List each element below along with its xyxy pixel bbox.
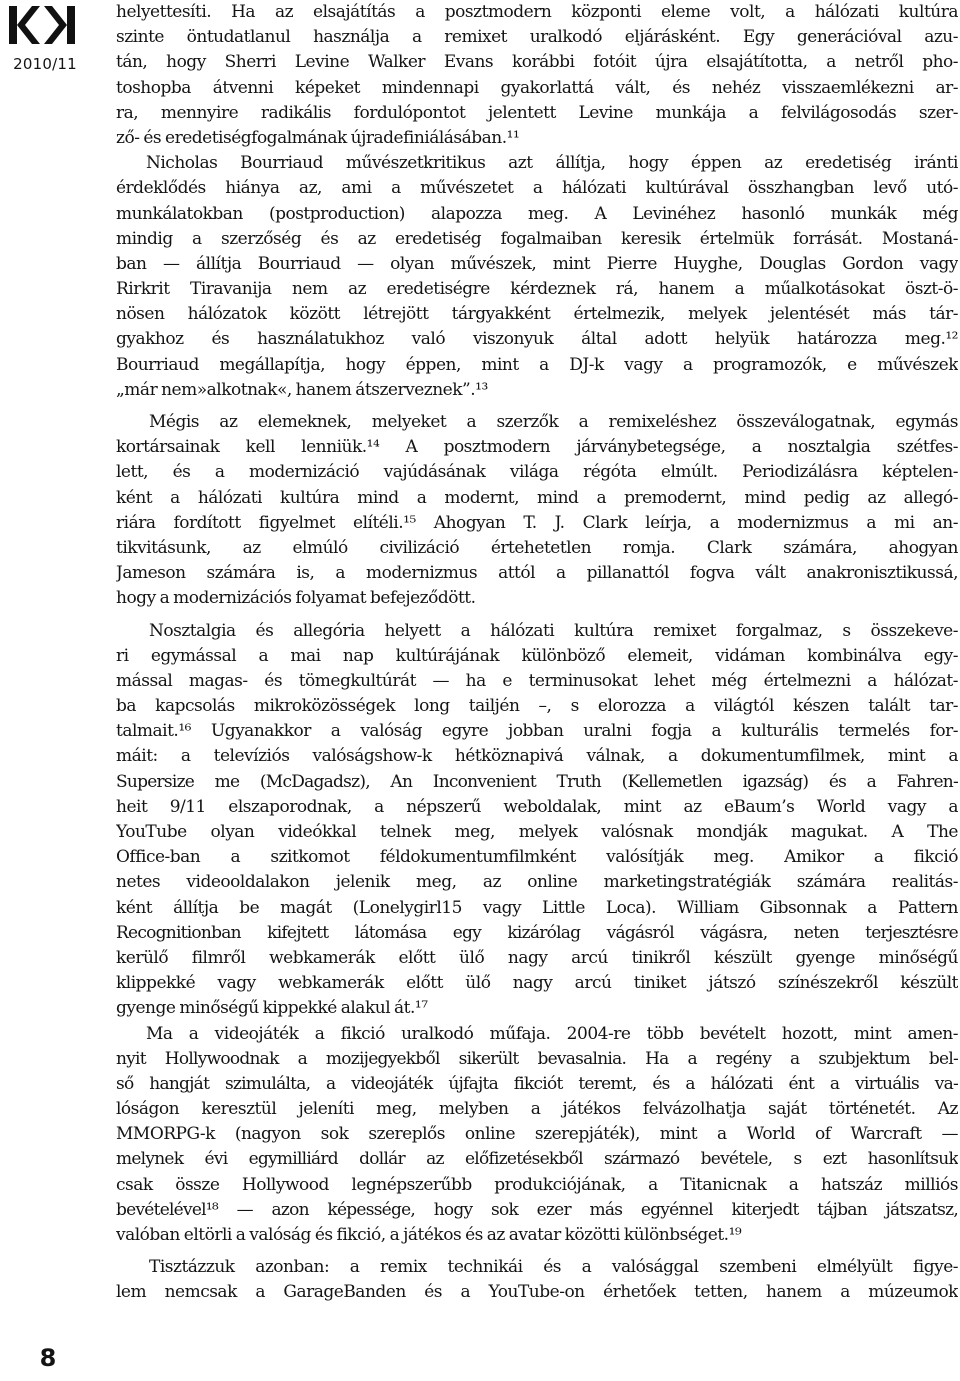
text-line: klippekké vagy webkamerák előtt ülő nagy arcú tiniket játszó színészekről készült <box>116 973 958 994</box>
text-line: Nicholas Bourriaud művészetkritikus azt állítja, hogy éppen az eredetiség iránti <box>146 153 958 174</box>
text-line: ri egymással a mai nap kultúrájának különböző elemeit, vidáman kombinálva egy- <box>116 645 958 666</box>
text-line: MMORPG-k (nagyon sok szereplős online szerepjáték), mint a World of Warcraft — <box>116 1124 958 1145</box>
text-line: kortársainak kell lenniük.¹⁴ A posztmodern járványbetegsége, a nosztalgia szétfes- <box>116 437 958 458</box>
text-line: kerülő filmről webkamerák előtt ülő nagy arcú tinikről készült gyenge minőségű <box>116 947 958 968</box>
article-text <box>116 0 958 1306</box>
text-line: munkálatokban (postproduction) alapozza meg. A Levinéhez hasonló munkák még <box>116 203 958 224</box>
text-line: szinte öntudatlanul használja a remixet uralkodó eljárásként. Egy generációval azu- <box>116 27 958 48</box>
text-line: ban — állítja Bourriaud — olyan művészek, mint Pierre Huyghe, Douglas Gordon vagy <box>116 253 958 274</box>
text-line: ba kapcsolás mikroközösségek long tailjén –, s elorozza a világtól készen talált tar- <box>116 696 958 717</box>
page-number: 8 <box>39 1344 57 1372</box>
text-line: Rirkrit Tiravanija nem az eredetiségre kérdeznek rá, hanem a műalkotásokat öszt-ö- <box>116 279 958 300</box>
text-line: ra, mennyire radikális fordulópontot jelentett Levine munkája a felvilágosodás szer- <box>116 102 958 123</box>
text-line: Mégis az elemeknek, melyeket a szerzők a remixeléshez összeválogatnak, egymás <box>149 412 958 432</box>
text-line: ként állítja be magát (Lonelygirl15 vagy Little Loca). William Gibsonnak a Pattern <box>116 897 958 918</box>
text-line: tikvitásunk, az elmúló civilizáció értehetetlen romja. Clark számára, ahogyan <box>116 537 958 558</box>
text-line: „már nem»alkotnak«, hanem átszerveznek”.¹³ <box>116 379 488 400</box>
text-line: nösen hálózatok között létrejött tárgyakként értelmezik, melyek jelentését más tár- <box>116 304 958 325</box>
text-line: érdeklődés hiánya az, ami a művészetet a hálózati kultúrával összhangban levő utó- <box>116 178 958 199</box>
text-line: Supersize me (McDagadsz), An Inconvenient Truth (Kellemetlen igazság) és a Fahren- <box>116 771 958 792</box>
text-line: máit: a televíziós valóságshow-k hétköznapivá válnak, a dokumentumfilmek, mint a <box>116 746 958 767</box>
text-line: mindig a szerzőség és az eredetiség fogalmaiban keresik értelmük forrását. Mostaná- <box>116 228 958 249</box>
text-line: Office-ban a szitkomot féldokumentumfilmként valósítják meg. Amikor a fikció <box>116 847 958 868</box>
text-line: Ma a videojáték a fikció uralkodó műfaja. 2004-re több bevételt hozott, mint amen- <box>146 1023 958 1044</box>
text-line: csak össze Hollywood legnépszerűbb produkciójának, a Titanicnak a hatszáz milliós <box>116 1174 958 1195</box>
text-line: tán, hogy Sherri Levine Walker Evans korábbi fotóit újra elsajátította, a netről pho- <box>116 52 958 73</box>
text-line: helyettesíti. Ha az elsajátítás a posztmodern központi eleme volt, a hálózati kultúra <box>116 2 958 22</box>
text-line: gyenge minőségű kippekké alakul át.¹⁷ <box>116 998 428 1019</box>
text-line: ző- és eredetiségfogalmának újradefiniálásában.¹¹ <box>116 127 520 148</box>
text-line: talmait.¹⁶ Ugyanakkor a valóság egyre jobban uralni fogja a kulturális termelés for- <box>116 721 958 742</box>
text-line: ső hangját szimulálta, a videojáték újfajta fikciót teremt, és a hálózati ént a virtuális va- <box>116 1073 958 1094</box>
text-line: Recognitionban kifejtett látomása egy kizárólag vágásról vágásra, neten terjesztésre <box>116 922 958 943</box>
text-line: ként a hálózati kultúra mind a modernt, mind a premodernt, mind pedig az allegó- <box>116 487 958 508</box>
text-line: toshopba átvenni képeket mindennapi gyakorlattá vált, és nehéz visszaemlékezni ar- <box>116 77 958 98</box>
text-line: Nosztalgia és allegória helyett a hálózati kultúra remixet forgalmaz, s összekeve- <box>149 620 958 641</box>
page-margin <box>0 0 106 1381</box>
text-line: Bourriaud megállapítja, hogy éppen, mint a DJ-k vagy a programozók, e művészek <box>116 354 958 375</box>
text-line: heit 9/11 elszaporodnak, a népszerű weboldalak, mint az eBaum’s World vagy a <box>116 796 958 817</box>
text-line: hogy a modernizációs folyamat befejeződött. <box>116 588 476 609</box>
text-line: Tisztázzuk azonban: a remix technikái és a valósággal szembeni elmélyült figye- <box>149 1257 958 1278</box>
text-line: valóban eltörli a valóság és fikció, a játékos és az avatar közötti különbséget.¹⁹ <box>116 1225 742 1245</box>
text-line: YouTube olyan videókkal telnek meg, melyek valósnak mondják magukat. A The <box>116 822 958 842</box>
text-line: melynek évi egymilliárd dollár az előfizetésekből származó bevétele, s ezt hasonlítsuk <box>116 1149 958 1170</box>
journal-logo <box>6 4 78 46</box>
text-line: lem nemcsak a GarageBanden és a YouTube-on érhetőek tetten, hanem a múzeumok <box>116 1282 958 1303</box>
text-line: nyit Hollywoodnak a mozijegyekből sikerült bevasalnia. Ha a regény a szubjektum bel- <box>116 1048 958 1069</box>
text-line: riára fordított figyelmet elítéli.¹⁵ Ahogyan T. J. Clark leírja, a modernizmus a mi an- <box>116 512 958 533</box>
text-line: Jameson számára is, a modernizmus attól a pillanattól fogva vált anakronisztikussá, <box>116 563 958 584</box>
text-line: lóságon keresztül jeleníti meg, melyben a játékos felvázolhatja saját történetét. Az <box>116 1099 958 1120</box>
text-line: gyakhoz és használatukhoz való viszonyuk által adott helyük határozza meg.¹² <box>116 329 958 350</box>
text-line: netes videooldalakon jelenik meg, az online marketingstratégiák számára realitás- <box>116 872 958 893</box>
text-line: mással magas- és tömegkultúrát — ha e terminusokat lehet még értelmezni a hálózat- <box>116 670 958 691</box>
issue-label: 2010/11 <box>13 55 77 73</box>
text-line: lett, és a modernizáció vajúdásának világa régóta elmúlt. Periodizálásra képtelen- <box>116 462 958 483</box>
text-line: bevételével¹⁸ — azon képessége, hogy sok ezer más egyénnel kiterjedt tájban játszatsz, <box>116 1199 958 1220</box>
